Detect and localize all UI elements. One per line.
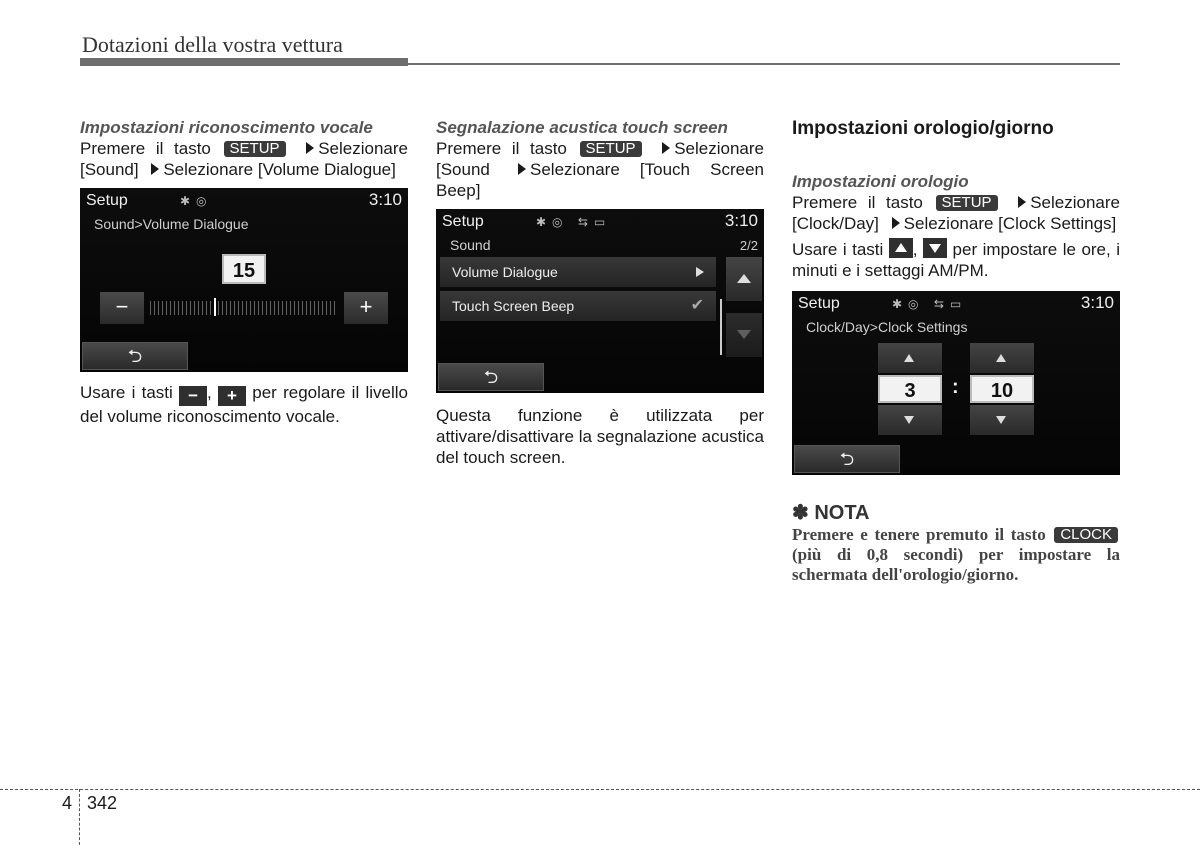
screen-title: Setup xyxy=(442,213,484,230)
list-item-touch-screen-beep[interactable] xyxy=(440,291,716,321)
text: Premere il tasto xyxy=(436,139,567,158)
plus-key-icon: + xyxy=(218,386,246,406)
instruction-paragraph xyxy=(792,192,1120,234)
clock-display: 3:10 xyxy=(368,190,402,209)
back-button[interactable]: ⮌ xyxy=(438,363,544,391)
breadcrumb: Clock/Day>Clock Settings xyxy=(806,319,968,335)
clock-display: 3:10 xyxy=(724,211,758,230)
text: Premere e tenere premuto il tasto xyxy=(792,525,1046,544)
text: Premere il tasto xyxy=(80,139,211,158)
text: per regolare il livello del volume riconoscimento vocale. xyxy=(80,383,408,426)
clock-settings-screen xyxy=(792,291,1120,475)
setup-key-label: SETUP xyxy=(224,141,286,157)
up-key-icon xyxy=(889,238,913,258)
list-item-volume-dialogue[interactable] xyxy=(440,257,716,287)
text: Selezionare [Clock/Day] xyxy=(792,193,1120,233)
text: Selezionare [Sound] xyxy=(80,139,408,179)
text: Usare i tasti xyxy=(792,240,884,259)
minus-key-icon: − xyxy=(179,386,207,406)
text: (più di 0,8 secondi) per impostare la schermata dell'orologio/giorno. xyxy=(792,545,1120,584)
text: Usare i tasti xyxy=(80,383,173,402)
volume-dialogue-screen xyxy=(80,188,408,372)
page-indicator: 2/2 xyxy=(739,238,758,253)
time-separator: : xyxy=(952,376,959,398)
scroll-up-button[interactable] xyxy=(726,257,762,301)
scrollbar xyxy=(720,299,722,355)
instruction-paragraph xyxy=(436,138,764,201)
list-item-label: Volume Dialogue xyxy=(452,264,558,280)
clock-keys-paragraph xyxy=(792,238,1120,281)
volume-plus-button[interactable]: + xyxy=(344,292,388,324)
page-number: 342 xyxy=(87,793,118,813)
subheading: Impostazioni orologio xyxy=(792,172,969,191)
column-touch-beep xyxy=(436,117,764,468)
text: Selezionare [Clock Settings] xyxy=(903,214,1117,233)
clock-display: 3:10 xyxy=(1080,293,1114,312)
status-bar xyxy=(436,209,764,231)
footer-rule xyxy=(0,789,1200,790)
minute-up-button[interactable] xyxy=(970,343,1034,373)
text: , xyxy=(912,240,918,259)
breadcrumb: Sound>Volume Dialogue xyxy=(94,216,249,232)
clock-key-label: CLOCK xyxy=(1054,527,1118,543)
list-item-label: Touch Screen Beep xyxy=(452,298,575,314)
arrow-right-icon xyxy=(1018,196,1026,208)
section-title: Impostazioni orologio/giorno xyxy=(792,118,1054,139)
status-bar xyxy=(792,291,1120,313)
subheading: Segnalazione acustica touch screen xyxy=(436,118,728,137)
volume-slider-track[interactable] xyxy=(150,301,338,315)
arrow-right-icon xyxy=(662,142,670,154)
hour-down-button[interactable] xyxy=(878,405,942,435)
volume-minus-button[interactable]: − xyxy=(100,292,144,324)
setup-key-label: SETUP xyxy=(936,195,998,211)
volume-value: 15 xyxy=(222,254,266,284)
status-bar xyxy=(80,188,408,210)
footer-divider xyxy=(79,789,80,845)
note-title: ✽ NOTA xyxy=(792,502,870,524)
back-button[interactable]: ⮌ xyxy=(82,342,188,370)
section-label: Sound xyxy=(450,237,491,253)
subheading: Impostazioni riconoscimento vocale xyxy=(80,118,373,137)
arrow-right-icon xyxy=(306,142,314,154)
note-text xyxy=(792,525,1120,585)
header-rule-thin xyxy=(408,63,1120,65)
text: Premere il tasto xyxy=(792,193,923,212)
checkmark-icon: ✔ xyxy=(690,297,704,314)
sound-settings-screen xyxy=(436,209,764,393)
chapter-number: 4 xyxy=(62,793,73,813)
status-icons: ✱◎ xyxy=(180,194,213,208)
column-voice-volume xyxy=(80,117,408,427)
text: Selezionare [Sound xyxy=(436,139,764,179)
volume-keys-paragraph xyxy=(80,382,408,427)
header-rule xyxy=(80,58,408,66)
scroll-down-button[interactable] xyxy=(726,313,762,357)
minute-down-button[interactable] xyxy=(970,405,1034,435)
description-paragraph: Questa funzione è utilizzata per attivare/disattivare la segnalazione acustica del touch screen. xyxy=(436,406,764,467)
chevron-right-icon xyxy=(696,267,704,277)
hour-value: 3 xyxy=(878,375,942,403)
minute-value: 10 xyxy=(970,375,1034,403)
instruction-paragraph xyxy=(80,138,408,180)
volume-slider-thumb[interactable] xyxy=(214,298,216,316)
arrow-right-icon xyxy=(151,163,159,175)
screen-title: Setup xyxy=(86,192,128,209)
status-icons: ✱◎ ⇆▭ xyxy=(892,297,968,311)
text: per impostare le ore, i minuti e i settaggi AM/PM. xyxy=(792,240,1121,280)
text: Selezionare [Volume Dialogue] xyxy=(163,160,396,179)
arrow-right-icon xyxy=(892,217,900,229)
arrow-right-icon xyxy=(518,163,526,175)
text: , xyxy=(207,383,212,402)
back-button[interactable]: ⮌ xyxy=(794,445,900,473)
page-header-title: Dotazioni della vostra vettura xyxy=(82,32,343,57)
text: Selezionare [Touch Screen Beep] xyxy=(436,160,764,200)
down-key-icon xyxy=(923,238,947,258)
setup-key-label: SETUP xyxy=(580,141,642,157)
status-icons: ✱◎ ⇆▭ xyxy=(536,215,612,229)
hour-up-button[interactable] xyxy=(878,343,942,373)
column-clock-settings xyxy=(792,117,1120,585)
screen-title: Setup xyxy=(798,295,840,312)
